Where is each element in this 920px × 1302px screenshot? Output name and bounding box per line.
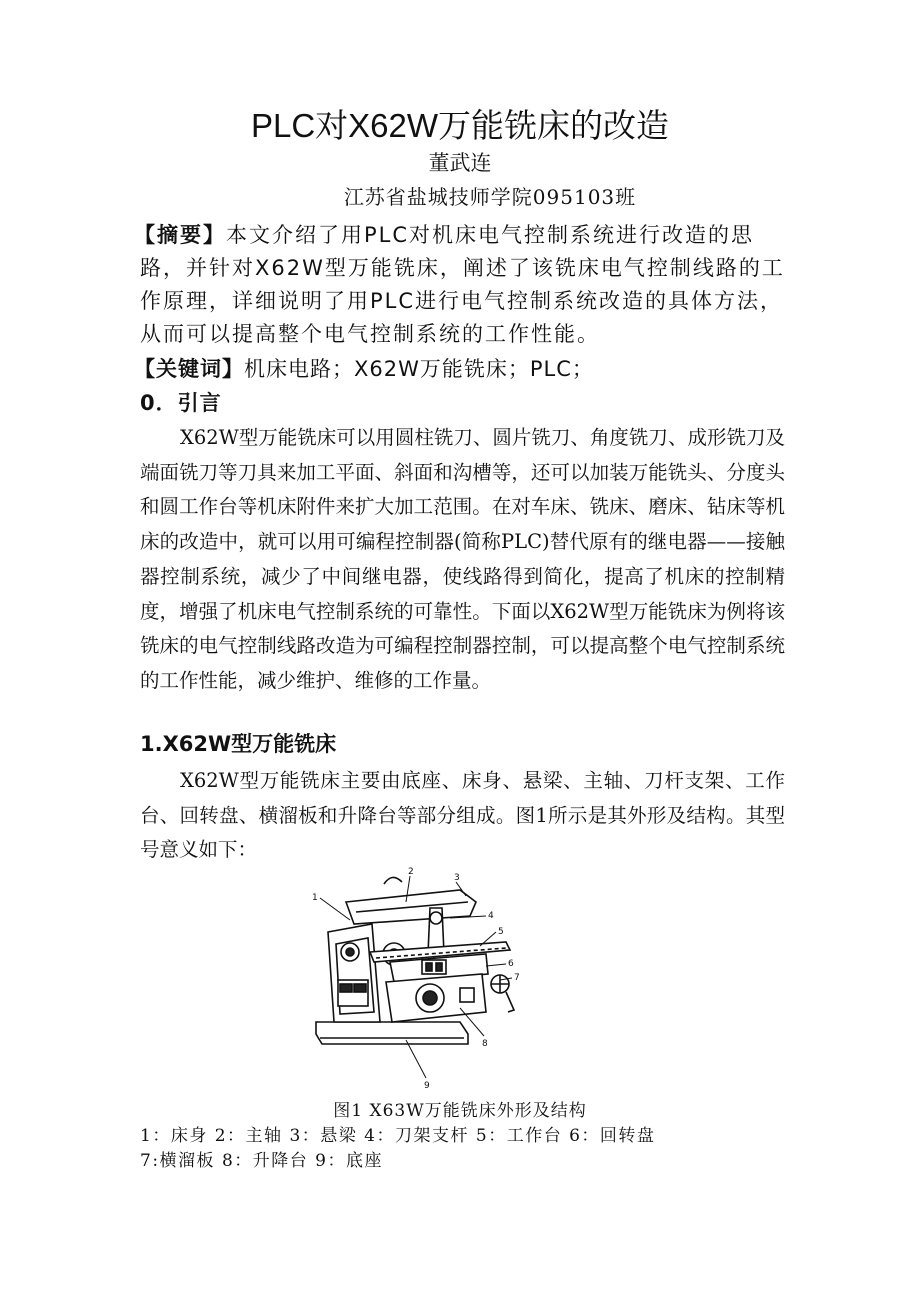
figure-label-2: 2 [408,867,414,877]
abstract [134,219,790,351]
figure-label-1: 1 [312,893,318,903]
figure-label-5: 5 [498,927,504,937]
figure-label-7: 7 [514,973,520,983]
figure-caption: 图1 X63W万能铣床外形及结构 [333,1101,587,1121]
figure-label-9: 9 [424,1081,430,1091]
paragraph-milling-machine [140,764,785,868]
figure-legend-line-2: 7:横溜板 8：升降台 9：底座 [140,1151,383,1171]
paragraph-milling-machine-text: X62W型万能铣床主要由底座、床身、悬梁、主轴、刀杆支架、工作台、回转盘、横溜板和升降台等部分组成。图1所示是其外形及结构。其型号意义如下： [140,769,785,862]
author-affiliation: 江苏省盐城技师学院095103班 [343,185,637,209]
keywords-text: 机床电路；X62W万能铣床；PLC； [244,357,594,381]
figure-label-6: 6 [508,959,514,969]
section-heading-introduction: 0．引言 [140,391,222,415]
figure-label-4: 4 [488,911,494,921]
abstract-label: 【摘要】 [134,223,226,247]
abstract-text: 本文介绍了用PLC对机床电气控制系统进行改造的思路，并针对X62W型万能铣床，阐述了该铣床电气控制线路的工作原理，详细说明了用PLC进行电气控制系统改造的具体方法，从而可以提高整个电气控制系统的工作性能。 [140,223,785,346]
figure-label-3: 3 [454,873,460,883]
figure-label-8: 8 [482,1039,488,1049]
figure-legend-line-1: 1：床身 2：主轴 3：悬梁 4：刀架支杆 5：工作台 6：回转盘 [140,1126,656,1146]
document-title: PLC对X62W万能铣床的改造 [250,107,670,144]
keywords [134,353,794,386]
keywords-label: 【关键词】 [134,357,244,381]
paragraph-introduction-text: X62W型万能铣床可以用圆柱铣刀、圆片铣刀、角度铣刀、成形铣刀及端面铣刀等刀具来加工平面、斜面和沟槽等，还可以加装万能铣头、分度头和圆工作台等机床附件来扩大加工范围。在对车床、铣床、磨床、钻床等机床的改造中，就可以用可编程控制器(简称PLC)替代原有的继电器——接触器控制系统，减少了中间继电器，使线路得到简化，提高了机床的控制精度，增强了机床电气控制系统的可靠性。下面以X62W型万能铣床为例将该铣床的电气控制线路改造为可编程控制器控制，可以提高整个电气控制系统的工作性能，减少维护、维修的工作量。 [140,426,785,692]
figure-legend [140,1124,800,1174]
author-name: 董武连 [428,151,492,175]
section-heading-milling-machine: 1.X62W型万能铣床 [140,732,337,756]
paragraph-introduction [140,421,785,699]
milling-machine-figure [310,862,530,1092]
